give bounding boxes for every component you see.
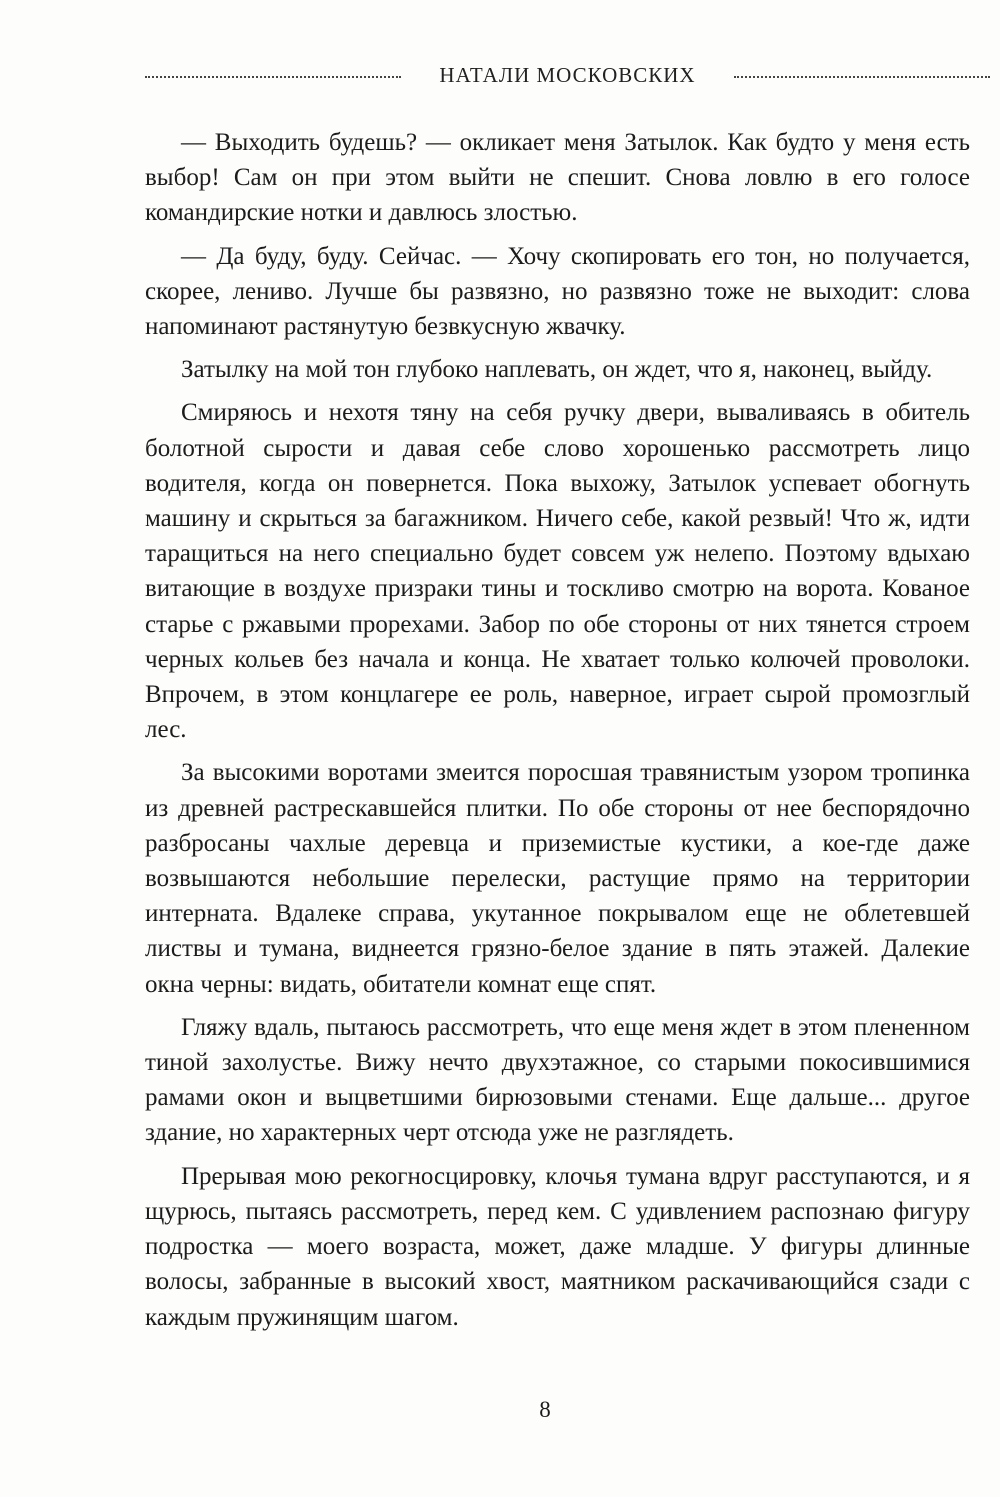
header-author-name: НАТАЛИ МОСКОВСКИХ xyxy=(439,62,696,87)
paragraph: Гляжу вдаль, пытаюсь рассмотреть, что еще меня ждет в этом плененном тиной захолустье. Вижу нечто двухэтажное, со старыми покосившимися рамами окон и выцветшими бирюзовыми стенами. Еще дальше... другое здание, но характерных черт отсюда уже не разглядеть. xyxy=(145,1013,970,1147)
paragraph: Затылку на мой тон глубоко наплевать, он ждет, что я, наконец, выйду. xyxy=(181,356,933,384)
body-text xyxy=(145,125,970,1335)
header-dotted-rule-right xyxy=(734,76,990,78)
paragraph: Прерывая мою рекогносцировку, клочья тумана вдруг расступаются, и я щурюсь, пытаясь рассмотреть, перед кем. С удивлением распознаю фигуру подростка — моего возраста, может, даже младше. У фигуры длинные волосы, забранные в высокий хвост, маятником раскачивающийся сзади с каждым пружинящим шагом. xyxy=(145,1162,970,1331)
page-number: 8 xyxy=(539,1397,551,1422)
paragraph: — Выходить будешь? — окликает меня Затылок. Как будто у меня есть выбор! Сам он при этом выйти не спешит. Снова ловлю в его голосе командирские нотки и давлюсь злостью. xyxy=(145,129,970,227)
running-header xyxy=(145,60,990,90)
paragraph: Смиряюсь и нехотя тяну на себя ручку двери, вываливаясь в обитель болотной сырости и давая себе слово хорошенько рассмотреть лицо водителя, когда он повернется. Пока выхожу, Затылок успевает обогнуть машину и скрыться за багажником. Ничего себе, какой резвый! Что ж, идти таращиться на него специально будет совсем уж нелепо. Поэтому вдыхаю витающие в воздухе призраки тины и тоскливо смотрю на ворота. Кованое старье с ржавыми прорехами. Забор по обе стороны от них тянется строем черных кольев без начала и конца. Не хватает только колючей проволоки. Впрочем, в этом концлагере ее роль, наверное, играет сырой промозглый лес. xyxy=(145,399,970,744)
paragraph: За высокими воротами змеится поросшая травянистым узором тропинка из древней растрескавшейся плитки. По обе стороны от нее беспорядочно разбросаны чахлые деревца и приземистые кустики, а кое-где даже возвышаются небольшие перелески, растущие прямо на территории интерната. Вдалеке справа, укутанное покрывалом еще не облетевшей листвы и тумана, виднеется грязно-белое здание в пять этажей. Далекие окна черны: видать, обитатели комнат еще спят. xyxy=(145,759,970,998)
header-dotted-rule-left xyxy=(145,76,401,78)
paragraph: — Да буду, буду. Сейчас. — Хочу скопировать его тон, но получается, скорее, лениво. Лучше бы развязно, но развязно тоже не выходит: слова напоминают растянутую безвкусную жвачку. xyxy=(145,242,970,341)
